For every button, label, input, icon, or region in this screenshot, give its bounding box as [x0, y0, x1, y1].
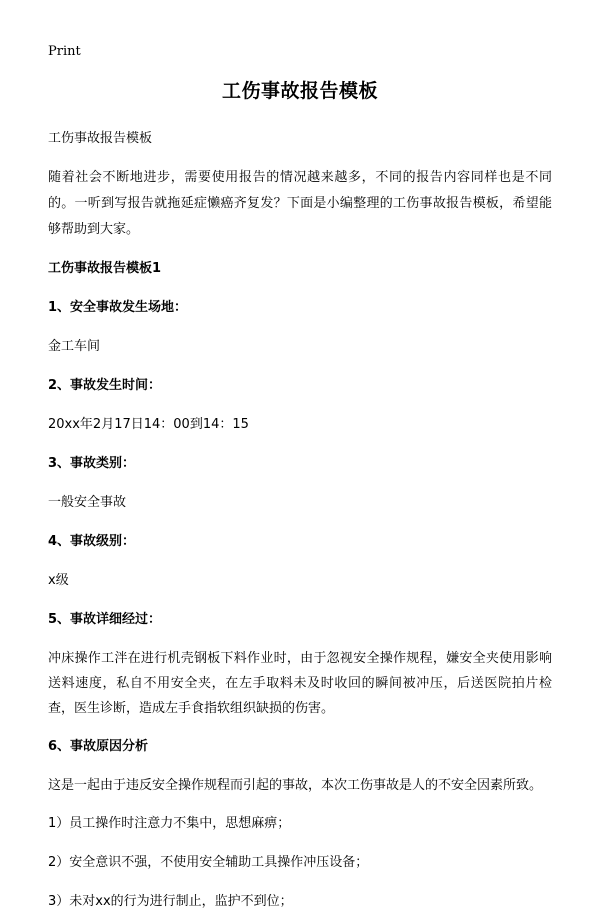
section-heading: 1、安全事故发生场地： — [48, 300, 188, 315]
section-heading: 3、事故类别： — [48, 456, 136, 471]
paragraph: 一般安全事故 — [48, 495, 127, 510]
list-item: 2）安全意识不强，不使用安全辅助工具操作冲压设备； — [48, 855, 369, 870]
paragraph: 金工车间 — [48, 339, 101, 354]
list-item: 1）员工操作时注意力不集中，思想麻痹； — [48, 816, 291, 831]
section-heading: 2、事故发生时间： — [48, 378, 162, 393]
print-button[interactable]: Print — [48, 44, 81, 59]
paragraph: 工伤事故报告模板 — [48, 131, 153, 146]
section-heading: 工伤事故报告模板1 — [48, 261, 162, 276]
paragraph: x级 — [48, 573, 69, 588]
section-heading: 4、事故级别： — [48, 534, 136, 549]
page-title: 工伤事故报告模板 — [221, 80, 378, 102]
section-heading: 6、事故原因分析 — [48, 739, 149, 754]
paragraph: 冲床操作工泮在进行机壳钢板下料作业时，由于忽视安全操作规程，嫌安全夹使用影响送料速度，私自不用安全夹，在左手取料未及时收回的瞬间被冲压，后送医院拍片检查，医生诊断，造成左手食指软组织缺损的伤害。 — [48, 651, 552, 716]
paragraph: 20xx年2月17日14：00到14：15 — [48, 417, 249, 432]
list-item: 3）未对xx的行为进行制止，监护不到位； — [48, 894, 293, 909]
paragraph: 随着社会不断地进步，需要使用报告的情况越来越多，不同的报告内容同样也是不同的。一听到写报告就拖延症懒癌齐复发？下面是小编整理的工伤事故报告模板，希望能够帮助到大家。 — [48, 170, 552, 237]
paragraph: 这是一起由于违反安全操作规程而引起的事故，本次工伤事故是人的不安全因素所致。 — [48, 778, 543, 793]
document-body — [48, 126, 552, 915]
section-heading: 5、事故详细经过： — [48, 612, 162, 627]
